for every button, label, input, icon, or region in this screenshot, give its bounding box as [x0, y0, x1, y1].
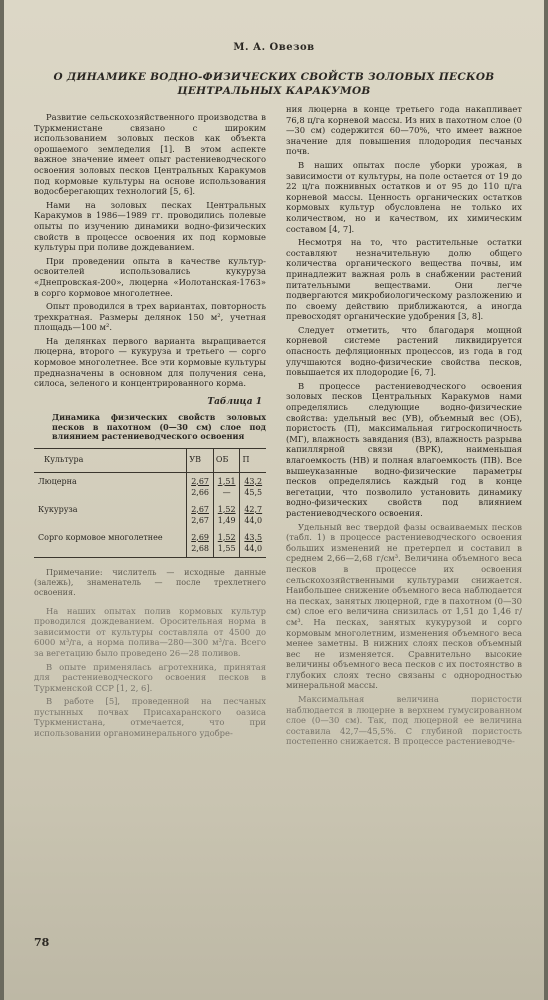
- paragraph: При проведении опыта в качестве культур-освоителей использовались кукуруза «Днепровская-200», люцерна «Иолотанская-1763» в сорго кормовое многолетнее.: [34, 255, 266, 298]
- paragraph: Нами на золовых песках Центральных Каракумов в 1986—1989 гг. проводились полевые опыты по изучению динамики водно-физических свойств в процессе освоения их под кормовые культуры при поливе дождеванием.: [34, 199, 266, 253]
- p-denominator: 44,0: [244, 543, 263, 553]
- paragraph: В опыте применялась агротехника, принятая для растениеводческого освоения песков в Туркменской ССР [1, 2, 6].: [34, 661, 266, 693]
- ob-denominator: 1,55: [217, 543, 236, 553]
- paragraph: В наших опытах после уборки урожая, в зависимости от культуры, на поле остается от 19 до 22 ц/га пожнивных остатков и от 95 до 110 ц/га корневой массы. Ценность органических остатков кормовых культур обусловлена не только их количеством, но и качеством, их химическим составом [4, 7].: [286, 159, 522, 234]
- uv-numerator: 2,67: [191, 504, 209, 514]
- table-header: Культура: [34, 448, 187, 472]
- crop-name: Сорго кормовое многолетнее: [38, 532, 163, 542]
- p-numerator: 42,7: [244, 504, 263, 514]
- article-title: О ДИНАМИКЕ ВОДНО-ФИЗИЧЕСКИХ СВОЙСТВ ЗОЛОВЫХ ПЕСКОВ ЦЕНТРАЛЬНЫХ КАРАКУМОВ: [53, 71, 495, 97]
- p-numerator: 43,5: [244, 532, 263, 542]
- ob-denominator: 1,49: [217, 515, 236, 525]
- uv-denominator: 2,68: [191, 543, 209, 553]
- uv-denominator: 2,66: [191, 487, 209, 497]
- crop-name: Кукуруза: [38, 504, 78, 514]
- uv-numerator: 2,69: [191, 532, 209, 542]
- paragraph: Удельный вес твердой фазы осваиваемых песков (табл. 1) в процессе растениеводческого освоения больших изменений не претерпел и составил в среднем 2,66—2,68 г/см³. Величина объемного веса песков в процессе их освоения сельскохозяйственными культурами снижается. Наибольшее снижение объемного веса наблюдается на песках, занятых люцерной, где в пахотном (0—30 см) слое его величина снизилась от 1,51 до 1,46 г/см³. На песках, занятых кукурузой и сорго кормовым многолетним, изменения объемного веса менее заметны. В нижних слоях песков объемный вес не изменяется. Сравнительно высокие величины объемного веса песков с их постоянство в глубоких слоях тесно связаны с однородностью минеральной массы.: [286, 521, 522, 691]
- paragraph: Максимальная величина пористости наблюдается в люцерне в верхнем гумусированном слое (0—30 см). Так, под люцерной ее величина составила 42,7—45,5%. С глубиной пористость постепенно снижается. В процессе растениеводче-: [286, 694, 522, 747]
- page-number: 78: [34, 936, 50, 949]
- author-name: М. А. Овезов: [233, 42, 315, 53]
- journal-page: [4, 0, 544, 1000]
- ob-numerator: 1,52: [217, 532, 236, 542]
- ob-denominator: —: [222, 487, 231, 497]
- table-header: П: [240, 448, 266, 472]
- p-denominator: 44,0: [244, 515, 263, 525]
- crop-name: Люцерна: [38, 476, 77, 486]
- paragraph: В работе [5], проведенной на песчаных пустынных почвах Присахаранского оазиса Туркменистана, отмечается, что при использовании органоминерального удобре-: [34, 696, 266, 739]
- paragraph: Несмотря на то, что растительные остатки составляют незначительную долю общего количества органического вещества почвы, им принадлежит важная роль в снабжении растений питательными веществами. Они легче подвергаются микробиологическому разложению и по своему действию приближаются, а иногда превосходят органические удобрения [3, 8].: [286, 237, 522, 322]
- uv-numerator: 2,67: [191, 476, 209, 486]
- left-column: [34, 112, 266, 742]
- paragraph: Опыт проводился в трех вариантах, повторность трехкратная. Размеры делянок 150 м², учетная площадь—100 м².: [34, 301, 266, 333]
- table-row: [34, 501, 266, 529]
- ob-numerator: 1,52: [217, 504, 236, 514]
- paragraph: Развитие сельскохозяйственного производства в Туркменистане связано с широким использованием золовых песков как объекта орошаемого земледелия [1]. В этом аспекте важное значение имеет опыт растениеводческого освоения золовых песков Центральных Каракумов под кормовые культуры на основе использования водосберегающих технологий [5, 6].: [34, 112, 266, 197]
- table-caption: Таблица 1: [207, 396, 262, 407]
- uv-denominator: 2,67: [191, 515, 209, 525]
- paragraph: На делянках первого варианта выращивается люцерна, второго — кукуруза и третьего — сорго кормовое многолетнее. Все эти кормовые культуры предназначены в основном для получения сена, силоса, зеленого и концентрированного корма.: [34, 335, 266, 389]
- paragraph: Следует отметить, что благодаря мощной корневой системе растений ликвидируется опасность дефляционных процессов, из года в год улучшаются водно-физические свойства песков, повышается их плодородие [6, 7].: [286, 324, 522, 378]
- table-row: [34, 472, 266, 501]
- paragraph: В процессе растениеводческого освоения золовых песков Центральных Каракумов нами определялись следующие водно-физические свойства: удельный вес (УВ), объемный вес (ОБ), пористость (П), максимальная гигроскопичность (МГ), влажность завядания (ВЗ), влажность разрыва капиллярной связи (ВРК), наименьшая влагоемкость (НВ) и полная влагоемкость (ПВ). Все вышеуказанные водно-физические параметры песков определялись каждый год в конце вегетации, что позволило установить динамику водно-физических свойств под влиянием растениеводческого освоения.: [286, 380, 522, 518]
- table-header: ОБ: [213, 448, 240, 472]
- paragraph: На наших опытах полив кормовых культур проводился дождеванием. Оросительная норма в зависимости от культуры составляла от 4500 до 6000 м³/га, а норма полива—280—300 м³/га. Всего за вегетацию было проведено 26—28 поливов.: [34, 605, 266, 658]
- table-note: Примечание: числитель — исходные данные (залежь), знаменатель — после трехлетнего освоения.: [34, 567, 266, 597]
- table-header: УВ: [187, 448, 214, 472]
- table-row: [34, 529, 266, 558]
- properties-table: [34, 448, 266, 558]
- p-denominator: 45,5: [244, 487, 263, 497]
- paragraph: ния люцерна в конце третьего года накапливает 76,8 ц/га корневой массы. Из них в пахотном слое (0—30 см) содержится 60—70%, что имеет важное значение для повышения плодородия песчаных почв.: [286, 104, 522, 157]
- p-numerator: 43,2: [244, 476, 263, 486]
- right-column: [286, 104, 522, 750]
- table-title: Динамика физических свойств золовых песков в пахотном (0—30 см) слое под влиянием растениеводческого освоения: [52, 412, 266, 442]
- ob-numerator: 1,51: [217, 476, 236, 486]
